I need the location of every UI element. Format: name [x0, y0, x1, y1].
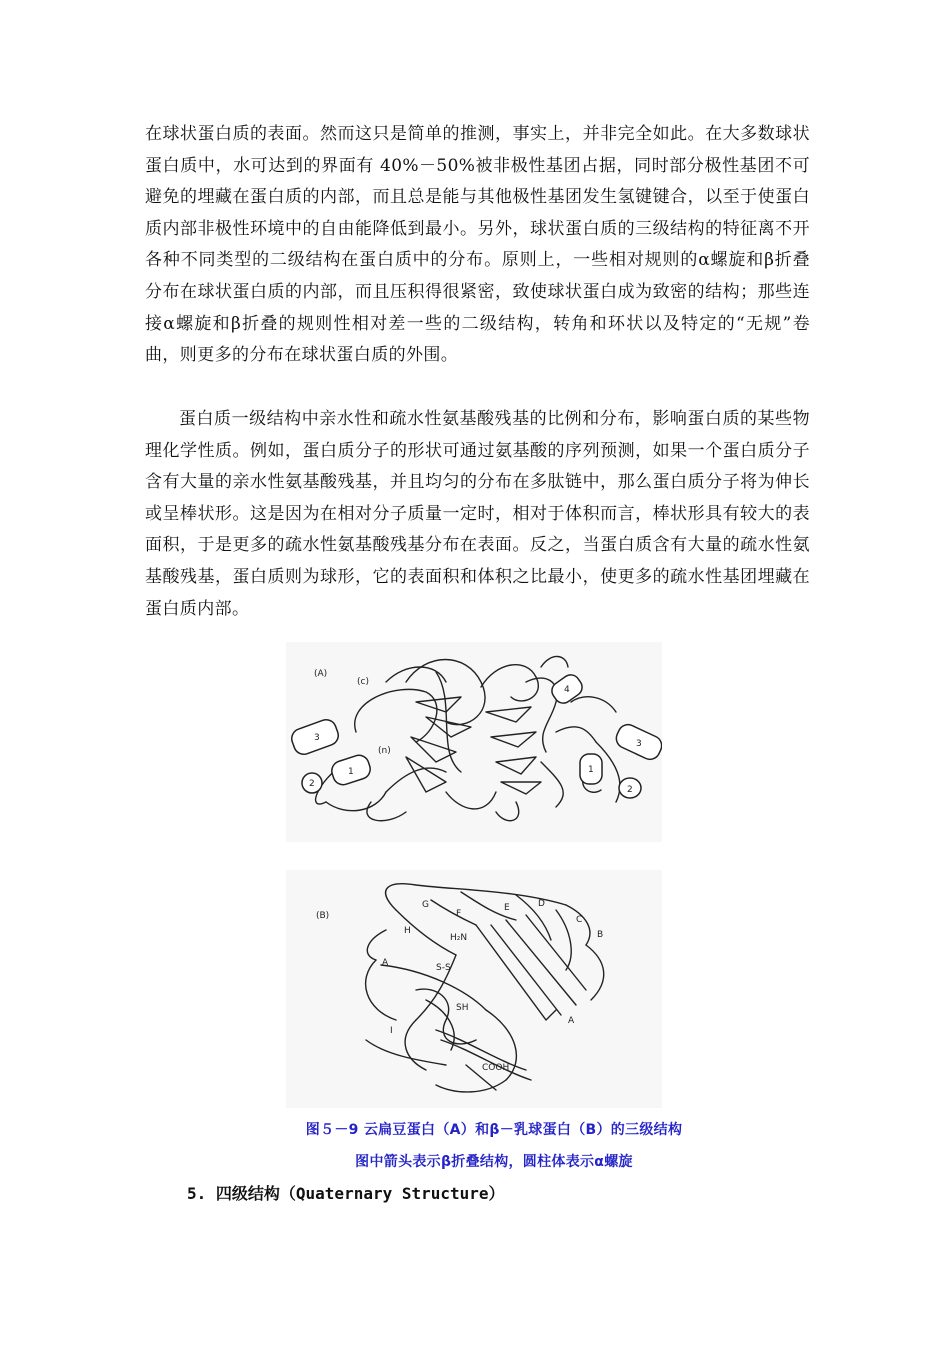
- figure-b-label: C: [576, 915, 583, 925]
- figure-b-label: E: [504, 903, 510, 913]
- figure-caption-note: 图中箭头表示β折叠结构，圆柱体表示α螺旋: [355, 1154, 633, 1170]
- figure-b-label: G: [422, 900, 429, 910]
- figure-b-label: I: [390, 1026, 393, 1036]
- figure-b-label: A: [568, 1016, 575, 1026]
- figure-b-panel-label: (B): [316, 911, 330, 921]
- figure-a-label: 1: [348, 767, 354, 777]
- figure-b-label: A: [382, 958, 389, 968]
- figure-a-label: 2: [309, 779, 315, 789]
- figure-b-label: COOH: [482, 1063, 510, 1073]
- figure-b-label: SH: [456, 1003, 469, 1013]
- figure-b-label: F: [456, 909, 462, 919]
- figure-a-label: 3: [314, 733, 320, 743]
- figure-b-label: B: [597, 930, 604, 940]
- figure-b-protein-structure: [286, 870, 662, 1108]
- figure-a-protein-structure: [286, 642, 662, 842]
- figure-a-label: 3: [636, 739, 642, 749]
- figure-b-label: S-S: [436, 963, 451, 973]
- figure-a-label: (n): [378, 746, 391, 756]
- figure-a-label: (c): [357, 677, 369, 687]
- figure-a-label: 2: [627, 785, 633, 795]
- figure-a-label: 4: [564, 685, 570, 695]
- figure-a-panel-label: (A): [314, 669, 328, 679]
- figure-caption: 图５－9 云扁豆蛋白（A）和β－乳球蛋白（B）的三级结构: [305, 1122, 683, 1138]
- body-paragraph: 蛋白质一级结构中亲水性和疏水性氨基酸残基的比例和分布，影响蛋白质的某些物理化学性质。例如，蛋白质分子的形状可通过氨基酸的序列预测，如果一个蛋白质分子含有大量的亲水性氨基酸残基，并且均匀的分布在多肽链中，那么蛋白质分子将为伸长或呈棒状形。这是因为在相对分子质量一定时，相对于体积而言，棒状形具有较大的表面积，于是更多的疏水性氨基酸残基分布在表面。反之，当蛋白质含有大量的疏水性氨基酸残基，蛋白质则为球形，它的表面积和体积之比最小，使更多的疏水性基团埋藏在蛋白质内部。: [145, 409, 810, 619]
- body-paragraph: 在球状蛋白质的表面。然而这只是简单的推测，事实上，并非完全如此。在大多数球状蛋白质中，水可达到的界面有 40%－50%被非极性基团占据，同时部分极性基团不可避免的埋藏在蛋白质的内部，而且总是能与其他极性基团发生氢键键合，以至于使蛋白质内部非极性环境中的自由能降低到最小。另外，球状蛋白质的三级结构的特征离不开各种不同类型的二级结构在蛋白质中的分布。原则上，一些相对规则的α螺旋和β折叠分布在球状蛋白质的内部，而且压积得很紧密，致使球状蛋白成为致密的结构；那些连接α螺旋和β折叠的规则性相对差一些的二级结构，转角和环状以及特定的“无规”卷曲，则更多的分布在球状蛋白质的外围。: [145, 124, 810, 366]
- figure-b-label: D: [538, 899, 545, 909]
- figure-b-label: H: [404, 926, 411, 936]
- section-heading: 5. 四级结构（Quaternary Structure）: [187, 1184, 505, 1203]
- figure-a-label: 1: [588, 765, 594, 775]
- figure-b-label: H₂N: [450, 933, 468, 943]
